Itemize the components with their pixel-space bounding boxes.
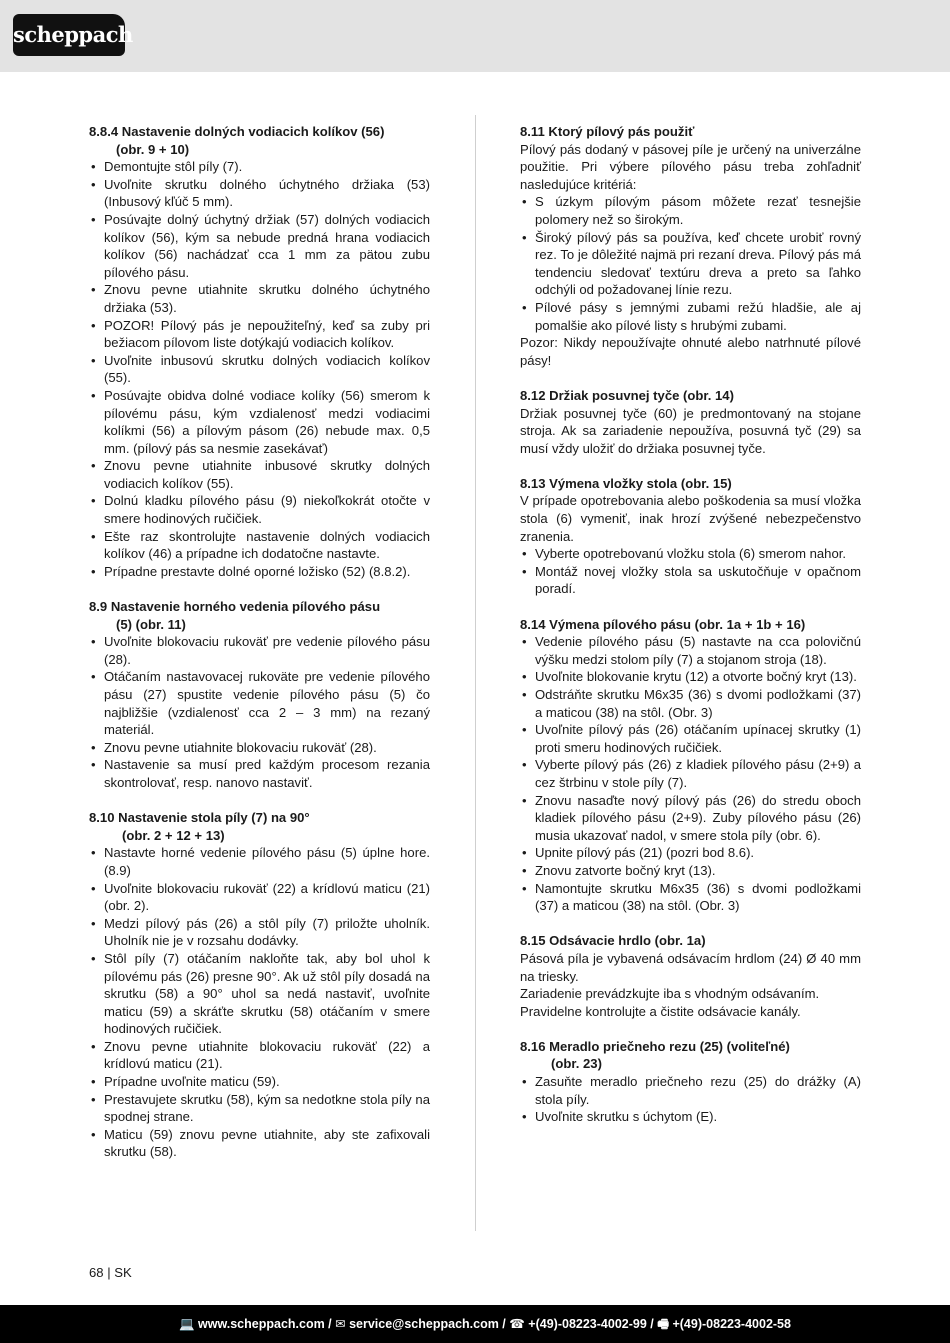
list-item: • Nastavte horné vedenie pílového pásu (5) úplne hore. (8.9) bbox=[89, 844, 430, 879]
page-number: 68 | SK bbox=[89, 1265, 132, 1280]
list-item: • Znovu pevne utiahnite skrutku dolného úchytného držiaka (53). bbox=[89, 281, 430, 316]
list-item: • Zasuňte meradlo priečneho rezu (25) do drážky (A) stola píly. bbox=[520, 1073, 861, 1108]
list-item: • S úzkym pílovým pásom môžete rezať tesnejšie polomery než so širokým. bbox=[520, 193, 861, 228]
section-heading: 8.11 Ktorý pílový pás použiť bbox=[520, 124, 695, 139]
list-item: • Vedenie pílového pásu (5) nastavte na cca polovičnú výšku medzi stolom píly (7) a stojanom stroja (18). bbox=[520, 633, 861, 668]
list-item: • Uvoľnite blokovanie krytu (12) a otvorte bočný kryt (13). bbox=[520, 668, 861, 686]
list-item: • Prestavujete skrutku (58), kým sa nedotkne stola píly na spodnej strane. bbox=[89, 1091, 430, 1126]
section-8-8-4 bbox=[89, 123, 430, 580]
header-bar bbox=[0, 0, 950, 72]
list-item: • Uvoľnite skrutku s úchytom (E). bbox=[520, 1108, 861, 1126]
bullet-list bbox=[520, 193, 861, 334]
list-item: • Uvoľnite blokovaciu rukoväť (22) a krídlovú maticu (21) (obr. 2). bbox=[89, 880, 430, 915]
footer-contact: 💻 www.scheppach.com / ✉ service@scheppach.com / ☎ +(49)-08223-4002-99 / 🖷 +(49)-08223-4002-58 bbox=[179, 1317, 791, 1331]
list-item: • Prípadne prestavte dolné oporné ložisko (52) (8.8.2). bbox=[89, 563, 430, 581]
section-heading: 8.15 Odsávacie hrdlo (obr. 1a) bbox=[520, 933, 706, 949]
list-item: • Demontujte stôl píly (7). bbox=[89, 158, 430, 176]
section-heading: 8.12 Držiak posuvnej tyče (obr. 14) bbox=[520, 387, 734, 403]
list-item: • Znovu nasaďte nový pílový pás (26) do stredu oboch kladiek pílového pásu (2+9). Zuby pílového pásu (26) musia ukazovať nadol, v smere stola píly (obr. 6). bbox=[520, 792, 861, 845]
paragraph: Pílový pás dodaný v pásovej píle je určený na univerzálne použitie. Pri výbere pílového pásu treba zohľadniť nasledujúce kritériá: bbox=[520, 141, 861, 192]
list-item: • Posúvajte obidva dolné vodiace kolíky (56) smerom k pílovému pásu, kým vzdialenosť medzi vodiacimi kolíkmi (56) a pílovým pásom (26) nebude max. 0,5 mm. (pílový pás sa nesmie zasekávať) bbox=[89, 387, 430, 457]
list-item: • Znovu pevne utiahnite inbusové skrutky dolných vodiacich kolíkov (55). bbox=[89, 457, 430, 492]
list-item: • Montáž novej vložky stola sa uskutočňuje v opačnom poradí. bbox=[520, 563, 861, 598]
paragraph: Držiak posuvnej tyče (60) je predmontovaný na stojane stroja. Ak sa zariadenie nepoužíva, posuvná tyč (29) sa musí vždy uložiť do držiaka posuvnej tyče. bbox=[520, 405, 861, 456]
list-item: • Uvoľnite skrutku dolného úchytného držiaka (53) (Inbusový kľúč 5 mm). bbox=[89, 176, 430, 211]
list-item: • Upnite pílový pás (21) (pozri bod 8.6). bbox=[520, 844, 861, 862]
list-item: • Pílové pásy s jemnými zubami režú hladšie, ale aj pomalšie ako pílové listy s hrubými zubami. bbox=[520, 299, 861, 334]
bullet-list bbox=[89, 158, 430, 580]
bullet-list bbox=[520, 633, 861, 915]
section-8-13 bbox=[520, 475, 861, 598]
list-item: • Uvoľnite pílový pás (26) otáčaním upínacej skrutky (1) proti smeru hodinových ručičiek. bbox=[520, 721, 861, 756]
list-item: • Nastavenie sa musí pred každým procesom rezania skontrolovať, resp. nanovo nastaviť. bbox=[89, 756, 430, 791]
list-item: • Stôl píly (7) otáčaním nakloňte tak, aby bol uhol k pílovému pás (26) presne 90°. Ak už stôl píly dosadá na skrutku (58) a 90° uhol sa nedá nastaviť, uvoľnite maticu (59) a skráťte skrutku (58) otáčaním v smere hodinových ručičiek. bbox=[89, 950, 430, 1038]
paragraph: V prípade opotrebovania alebo poškodenia sa musí vložka stola (6) vymeniť, inak hrozí zvýšené nebezpečenstvo zranenia. bbox=[520, 493, 861, 544]
section-heading: 8.10 Nastavenie stola píly (7) na 90° (obr. 2 + 12 + 13) bbox=[89, 810, 310, 843]
list-item: • Odstráňte skrutku M6x35 (36) s dvomi podložkami (37) a maticou (38) na stôl. (Obr. 3) bbox=[520, 686, 861, 721]
paragraph: Pásová píla je vybavená odsávacím hrdlom (24) Ø 40 mm na triesky. bbox=[520, 950, 861, 984]
section-8-11 bbox=[520, 123, 861, 369]
list-item: • Znovu pevne utiahnite blokovaciu rukoväť (22) a krídlovú maticu (21). bbox=[89, 1038, 430, 1073]
footer-bar bbox=[0, 1305, 950, 1343]
list-item: • Znovu pevne utiahnite blokovaciu rukoväť (28). bbox=[89, 739, 430, 757]
right-column bbox=[520, 123, 861, 1143]
section-8-14 bbox=[520, 616, 861, 915]
list-item: • Vyberte pílový pás (26) z kladiek pílového pásu (2+9) a cez štrbinu v stole píly (7). bbox=[520, 756, 861, 791]
list-item: • Maticu (59) znovu pevne utiahnite, aby ste zafixovali skrutku (58). bbox=[89, 1126, 430, 1161]
bullet-list bbox=[520, 1073, 861, 1126]
left-column bbox=[89, 123, 430, 1179]
list-item: • Uvoľnite inbusovú skrutku dolných vodiacich kolíkov (55). bbox=[89, 352, 430, 387]
paragraph: Pravidelne kontrolujte a čistite odsávacie kanály. bbox=[520, 1003, 801, 1019]
bullet-list bbox=[89, 844, 430, 1161]
list-item: • Posúvajte dolný úchytný držiak (57) dolných vodiacich kolíkov (56), kým sa nebude predná hrana vodiacich kolíkov (56) nachádzať cca 1 mm za pätou zubu pílového pásu. bbox=[89, 211, 430, 281]
list-item: • Znovu zatvorte bočný kryt (13). bbox=[520, 862, 861, 880]
list-item: • Otáčaním nastavovacej rukoväte pre vedenie pílového pásu (27) spustite vedenie pílového pásu (5) čo najbližšie (vzdialenosť cca 2 – 3 mm) na rezaný materiál. bbox=[89, 668, 430, 738]
section-heading: 8.14 Výmena pílového pásu (obr. 1a + 1b + 16) bbox=[520, 616, 806, 632]
list-item: • Široký pílový pás sa používa, keď chcete urobiť rovný rez. To je dôležité najmä pri rezaní dreva. Pílový pás má tendenciu sledovať textúru dreva a preto sa ľahko odchýli od požadovanej línie rezu. bbox=[520, 229, 861, 299]
section-heading: 8.13 Výmena vložky stola (obr. 15) bbox=[520, 475, 732, 491]
section-8-16 bbox=[520, 1038, 861, 1126]
section-8-12 bbox=[520, 387, 861, 457]
section-8-9 bbox=[89, 598, 430, 792]
list-item: • Ešte raz skontrolujte nastavenie dolných vodiacich kolíkov (46) a prípadne ich dodatočne nastavte. bbox=[89, 528, 430, 563]
list-item: • Medzi pílový pás (26) a stôl píly (7) priložte uholník. Uholník nie je v rozsahu dodávky. bbox=[89, 915, 430, 950]
section-heading: 8.9 Nastavenie horného vedenia pílového pásu (5) (obr. 11) bbox=[89, 599, 381, 632]
list-item: • Dolnú kladku pílového pásu (9) niekoľkokrát otočte v smere hodinových ručičiek. bbox=[89, 492, 430, 527]
bullet-list bbox=[520, 545, 861, 598]
section-heading: 8.16 Meradlo priečneho rezu (25) (voliteľné) (obr. 23) bbox=[520, 1038, 790, 1072]
list-item: • Namontujte skrutku M6x35 (36) s dvomi podložkami (37) a maticou (38) na stôl. (Obr. 3) bbox=[520, 880, 861, 915]
section-heading: 8.8.4 Nastavenie dolných vodiacich kolíkov (56) (obr. 9 + 10) bbox=[89, 124, 385, 157]
brand-logo: scheppach bbox=[13, 14, 125, 56]
bullet-list bbox=[89, 633, 430, 791]
list-item: • Prípadne uvoľnite maticu (59). bbox=[89, 1073, 430, 1091]
list-item: • Vyberte opotrebovanú vložku stola (6) smerom nahor. bbox=[520, 545, 861, 563]
paragraph: Zariadenie prevádzkujte iba s vhodným odsávaním. bbox=[520, 986, 820, 1002]
list-item: • POZOR! Pílový pás je nepoužiteľný, keď sa zuby pri bežiacom pílovom liste dotýkajú vodiacich kolíkov. bbox=[89, 317, 430, 352]
warning-text: Pozor: Nikdy nepoužívajte ohnuté alebo natrhnuté pílové pásy! bbox=[520, 335, 861, 368]
list-item: • Uvoľnite blokovaciu rukoväť pre vedenie pílového pásu (28). bbox=[89, 633, 430, 668]
section-8-15 bbox=[520, 932, 861, 1020]
column-divider bbox=[475, 115, 476, 1231]
section-8-10 bbox=[89, 809, 430, 1161]
